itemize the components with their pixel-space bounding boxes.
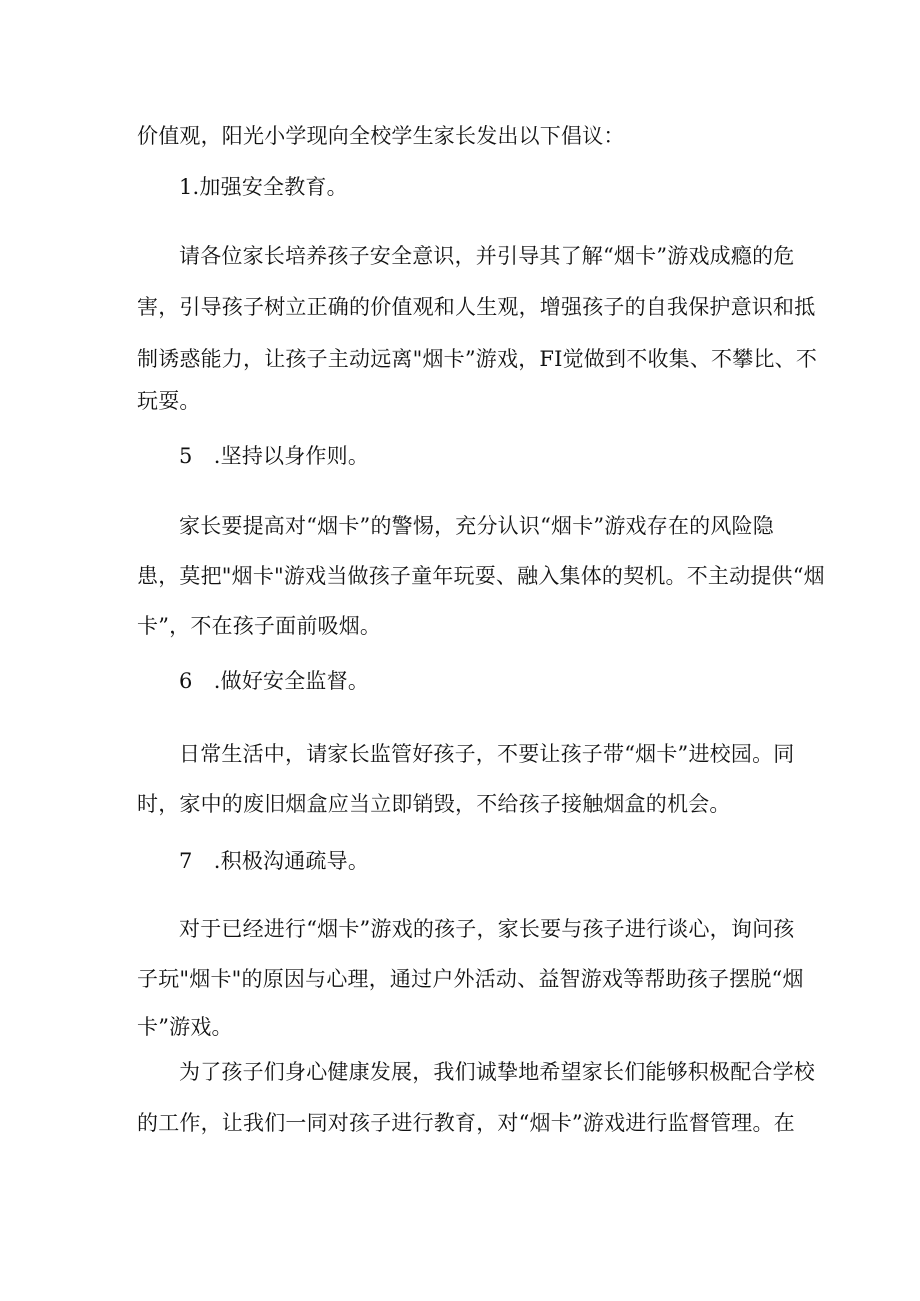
text-line: 子玩"烟卡"的原因与心理，通过户外活动、益智游戏等帮助孩子摆脱“烟 (137, 967, 804, 991)
text-line: 为了孩子们身心健康发展，我们诚挚地希望家长们能够积极配合学校 (179, 1060, 815, 1084)
heading-lead-by-example: 5 .坚持以身作则。 (179, 444, 370, 468)
text-line: 害，引导孩子树立正确的价值观和人生观，增强孩子的自我保护意识和抵 (137, 295, 816, 319)
heading-communication-guidance: 7 .积极沟通疏导。 (179, 849, 370, 873)
text-line: 价值观，阳光小学现向全校学生家长发出以下倡议： (137, 124, 625, 148)
text-line: 玩耍。 (137, 389, 201, 413)
text-line: 对于已经进行“烟卡”游戏的孩子，家长要与孩子进行谈心，询问孩 (179, 917, 795, 941)
text-line: 的工作，让我们一同对孩子进行教育，对“烟卡”游戏进行监督管理。在 (137, 1111, 795, 1135)
text-line: 患，莫把"烟卡"游戏当做孩子童年玩耍、融入集体的契机。不主动提供“烟 (137, 564, 825, 588)
heading-safety-education: 1.加强安全教育。 (179, 175, 348, 199)
text-line: 日常生活中，请家长监管好孩子，不要让孩子带“烟卡”进校园。同 (179, 742, 795, 766)
text-line: 时，家中的废旧烟盒应当立即销毁，不给孩子接触烟盒的机会。 (137, 792, 731, 816)
text-line: 卡”游戏。 (137, 1015, 233, 1039)
text-line: 家长要提高对“烟卡”的警惕，充分认识“烟卡”游戏存在的风险隐 (179, 514, 774, 538)
text-line: 请各位家长培养孩子安全意识，并引导其了解“烟卡”游戏成瘾的危 (179, 244, 795, 268)
heading-safety-supervision: 6 .做好安全监督。 (179, 669, 370, 693)
text-line: 制诱惑能力，让孩子主动远离"烟卡”游戏，FI觉做到不收集、不攀比、不 (137, 347, 818, 371)
text-line: 卡”，不在孩子面前吸烟。 (137, 614, 382, 638)
